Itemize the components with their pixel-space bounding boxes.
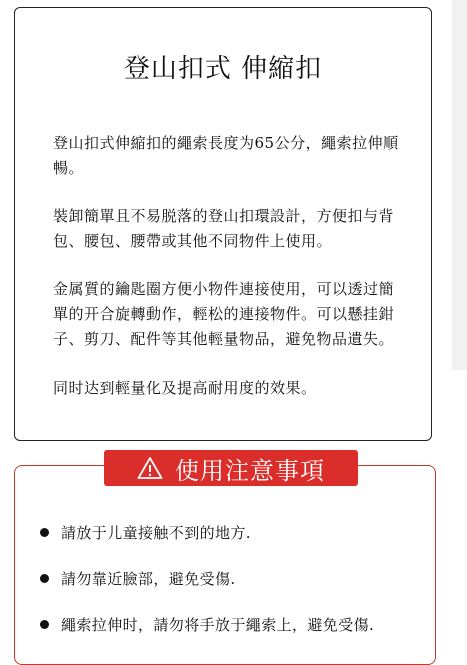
caution-card bbox=[14, 465, 436, 665]
caution-item bbox=[40, 568, 236, 589]
caution-item-text: 請勿靠近臉部，避免受傷. bbox=[61, 570, 236, 588]
caution-banner bbox=[104, 450, 358, 486]
description-paragraph: 金属質的鑰匙圈方便小物件連接使用，可以透过簡單的开合旋轉動作，輕松的連接物件。可以懸挂鉗子、剪刀、配件等其他輕量物品，避免物品遺失。 bbox=[53, 280, 395, 348]
product-info-card bbox=[14, 7, 432, 441]
caution-item bbox=[40, 522, 251, 543]
bullet-icon bbox=[40, 574, 49, 583]
bullet-icon bbox=[40, 620, 49, 629]
product-title: 登山扣式 伸縮扣 bbox=[123, 54, 323, 84]
bullet-icon bbox=[40, 528, 49, 537]
side-strip bbox=[452, 0, 467, 370]
caution-item-text: 請放于儿童接触不到的地方. bbox=[61, 524, 251, 542]
description-paragraph: 裝卸簡單且不易脱落的登山扣環設計，方便扣与背包、腰包、腰帶或其他不同物件上使用。 bbox=[53, 207, 395, 250]
warning-triangle-icon bbox=[137, 456, 163, 480]
description-paragraph: 登山扣式伸縮扣的繩索長度为65公分，繩索拉伸順暢。 bbox=[53, 134, 399, 177]
description-paragraph: 同时达到輕量化及提高耐用度的效果。 bbox=[53, 379, 317, 397]
caution-title: 使用注意事項 bbox=[175, 456, 325, 485]
caution-item bbox=[40, 614, 374, 635]
caution-item-text: 繩索拉伸时，請勿将手放于繩索上，避免受傷. bbox=[61, 616, 375, 634]
